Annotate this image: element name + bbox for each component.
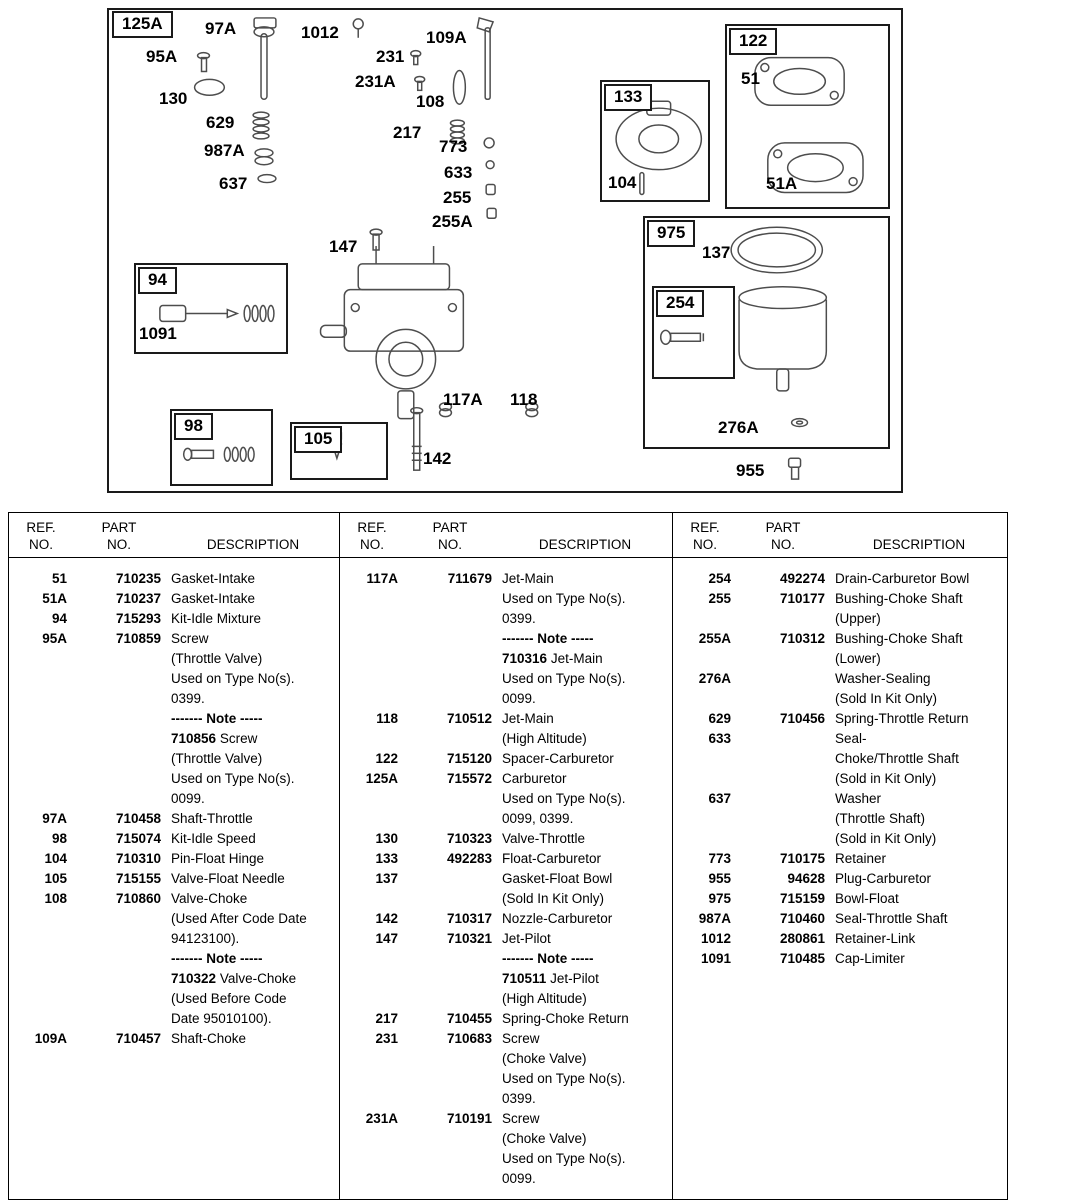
description <box>835 589 1005 629</box>
part-no: 710455 <box>446 1011 492 1026</box>
description-line: Jet-Pilot <box>502 931 551 946</box>
table-row-105 <box>15 869 337 889</box>
part-no: 710860 <box>115 891 161 906</box>
part-no: 710177 <box>779 591 825 606</box>
callout-118: 118 <box>510 390 538 409</box>
ref-no: 955 <box>708 871 731 886</box>
callout-955: 955 <box>736 461 765 480</box>
table-header <box>9 513 339 558</box>
table-row-637 <box>679 789 1005 849</box>
description <box>835 669 1005 709</box>
part-no: 710323 <box>446 831 492 846</box>
description-line: 0399. <box>502 1091 536 1106</box>
part-no: 715293 <box>115 611 161 626</box>
description-header: DESCRIPTION <box>538 537 632 552</box>
callout-98: 98 <box>174 413 213 440</box>
ref-no: 125A <box>365 771 398 786</box>
description-line: 710316 Jet-Main <box>502 651 603 666</box>
table-column-2 <box>339 513 672 1199</box>
table-row-51A <box>15 589 337 609</box>
table-row-122 <box>346 749 670 769</box>
description-line: Gasket-Intake <box>171 591 256 606</box>
table-header <box>340 513 672 558</box>
part-no: 710458 <box>115 811 161 826</box>
part-no: 715155 <box>115 871 161 886</box>
part-no: 492274 <box>779 571 825 586</box>
description-line: Spring-Throttle Return <box>835 711 969 726</box>
ref-no: 633 <box>708 731 731 746</box>
table-row-125A <box>346 769 670 829</box>
description-line: (Choke Valve) <box>502 1051 587 1066</box>
description-line: Carburetor <box>502 771 567 786</box>
part-no: 710460 <box>779 911 825 926</box>
part-header: PART NO. <box>101 520 137 552</box>
description-line: Plug-Carburetor <box>835 871 932 886</box>
description-line: Valve-Throttle <box>502 831 586 846</box>
part-no: 94628 <box>787 871 825 886</box>
ref-no: 117A <box>366 571 398 586</box>
ref-no: 137 <box>375 871 398 886</box>
ref-header: REF. NO. <box>357 520 387 552</box>
description-line: Choke/Throttle Shaft <box>835 751 959 766</box>
ref-no: 130 <box>375 831 398 846</box>
description-line: Bushing-Choke Shaft <box>835 631 963 646</box>
part-no: 715120 <box>446 751 492 766</box>
description-line: (Throttle Valve) <box>171 751 263 766</box>
table-row-95A <box>15 629 337 809</box>
table-column-3 <box>672 513 1007 1199</box>
part-no: 710317 <box>446 911 492 926</box>
description-line: Used on Type No(s). <box>502 591 626 606</box>
ref-no: 254 <box>708 571 731 586</box>
callout-97A: 97A <box>205 19 237 38</box>
callout-94: 94 <box>138 267 177 294</box>
description-line: Bushing-Choke Shaft <box>835 591 963 606</box>
callout-231: 231 <box>376 47 405 66</box>
description-line: (Throttle Shaft) <box>835 811 926 826</box>
table-row-773 <box>679 849 1005 869</box>
description <box>502 829 670 849</box>
callout-104: 104 <box>608 173 637 192</box>
description-line: Shaft-Throttle <box>171 811 253 826</box>
description-line: Spring-Choke Return <box>502 1011 629 1026</box>
table-row-142 <box>346 909 670 929</box>
description-line: Used on Type No(s). <box>502 1151 626 1166</box>
table-row-117A <box>346 569 670 709</box>
description-line: (Throttle Valve) <box>171 651 263 666</box>
ref-no: 122 <box>375 751 398 766</box>
part-no: 710456 <box>779 711 825 726</box>
part-no: 711679 <box>447 571 492 586</box>
description-line: Kit-Idle Speed <box>171 831 256 846</box>
callout-117A: 117A <box>443 390 483 409</box>
callout-1091: 1091 <box>139 324 177 343</box>
table-row-955 <box>679 869 1005 889</box>
table-row-118 <box>346 709 670 749</box>
callout-109A: 109A <box>426 28 467 47</box>
ref-no: 637 <box>708 791 731 806</box>
table-rows <box>9 558 339 1049</box>
description-line: 0099. <box>171 791 205 806</box>
callout-125A: 125A <box>112 11 173 38</box>
description-line: Seal-Throttle Shaft <box>835 911 948 926</box>
description <box>835 849 1005 869</box>
ref-no: 98 <box>51 831 67 846</box>
description-line: (Sold in Kit Only) <box>835 831 937 846</box>
ref-no: 133 <box>375 851 398 866</box>
description-line: 0399. <box>171 691 205 706</box>
description <box>835 629 1005 669</box>
description <box>502 749 670 769</box>
description-line: ------- Note ----- <box>502 631 594 646</box>
callout-95A: 95A <box>146 47 178 66</box>
description-line: (Sold in Kit Only) <box>835 771 937 786</box>
callout-773: 773 <box>439 137 468 156</box>
ref-no: 276A <box>698 671 731 686</box>
description <box>171 829 337 849</box>
description-line: (Lower) <box>835 651 881 666</box>
ref-no: 1012 <box>700 931 731 946</box>
description-line: Pin-Float Hinge <box>171 851 265 866</box>
description-line: Gasket-Float Bowl <box>502 871 613 886</box>
description <box>502 1029 670 1109</box>
callout-142: 142 <box>423 449 452 468</box>
description-line: Float-Carburetor <box>502 851 602 866</box>
description-line: Seal- <box>835 731 867 746</box>
description <box>502 849 670 869</box>
part-no: 715572 <box>446 771 492 786</box>
description-line: Kit-Idle Mixture <box>171 611 262 626</box>
part-no: 715159 <box>779 891 825 906</box>
description-line: Valve-Float Needle <box>171 871 285 886</box>
description <box>171 1029 337 1049</box>
description-line: (Sold In Kit Only) <box>835 691 938 706</box>
part-no: 710485 <box>779 951 825 966</box>
table-row-255A <box>679 629 1005 669</box>
table-row-276A <box>679 669 1005 709</box>
part-no <box>408 869 492 909</box>
description <box>502 569 670 709</box>
description-line: ------- Note ----- <box>502 951 594 966</box>
ref-no: 51A <box>42 591 67 606</box>
ref-no: 95A <box>42 631 67 646</box>
description-line: Date 95010100). <box>171 1011 272 1026</box>
part-no: 280861 <box>779 931 825 946</box>
description-line: (High Altitude) <box>502 991 587 1006</box>
callout-231A: 231A <box>355 72 396 91</box>
part-no: 710175 <box>779 851 825 866</box>
choke-shaft-drawing <box>353 18 496 250</box>
part-no: 710310 <box>115 851 161 866</box>
ref-no: 1091 <box>700 951 731 966</box>
description-line: 710322 Valve-Choke <box>171 971 297 986</box>
callout-137: 137 <box>702 243 731 262</box>
description <box>171 629 337 809</box>
part-no: 710312 <box>779 631 825 646</box>
table-row-1012 <box>679 929 1005 949</box>
table-row-98 <box>15 829 337 849</box>
table-row-147 <box>346 929 670 1009</box>
part-no: 710512 <box>446 711 492 726</box>
description-line: Nozzle-Carburetor <box>502 911 613 926</box>
table-column-1 <box>9 513 339 1199</box>
ref-no: 51 <box>51 571 67 586</box>
description-line: Gasket-Intake <box>171 571 256 586</box>
description-line: Cap-Limiter <box>835 951 905 966</box>
description-line: Spacer-Carburetor <box>502 751 614 766</box>
part-no: 710237 <box>115 591 161 606</box>
description-line: Used on Type No(s). <box>502 1071 626 1086</box>
description <box>502 1109 670 1189</box>
callout-217: 217 <box>393 123 422 142</box>
description-line: Washer-Sealing <box>835 671 931 686</box>
description-line: 710511 Jet-Pilot <box>502 971 599 986</box>
description <box>835 709 1005 729</box>
description-line: Drain-Carburetor Bowl <box>835 571 970 586</box>
table-row-1091 <box>679 949 1005 969</box>
part-no: 710191 <box>446 1111 492 1126</box>
table-row-987A <box>679 909 1005 929</box>
table-row-94 <box>15 609 337 629</box>
table-header <box>673 513 1007 558</box>
part-no <box>741 789 825 849</box>
callout-1012: 1012 <box>301 23 339 42</box>
description-line: (Used Before Code <box>171 991 287 1006</box>
callout-975: 975 <box>647 220 695 247</box>
ref-no: 105 <box>44 871 67 886</box>
callout-122: 122 <box>729 28 777 55</box>
description-line: Shaft-Choke <box>171 1031 247 1046</box>
description <box>171 569 337 589</box>
table-row-104 <box>15 849 337 869</box>
description-line: ------- Note ----- <box>171 951 263 966</box>
ref-no: 255 <box>708 591 731 606</box>
description-line: Jet-Main <box>502 571 554 586</box>
ref-no: 104 <box>44 851 67 866</box>
description <box>171 589 337 609</box>
description-header: DESCRIPTION <box>872 537 966 552</box>
description-line: Screw <box>502 1031 540 1046</box>
ref-no: 147 <box>375 931 398 946</box>
parts-diagram <box>107 8 903 493</box>
callout-629: 629 <box>206 113 235 132</box>
description <box>171 869 337 889</box>
part-no: 710321 <box>446 931 492 946</box>
part-no: 710683 <box>446 1031 492 1046</box>
description <box>835 909 1005 929</box>
ref-no: 108 <box>44 891 67 906</box>
callout-633: 633 <box>444 163 473 182</box>
description <box>502 769 670 829</box>
table-row-137 <box>346 869 670 909</box>
description-line: Washer <box>835 791 882 806</box>
description-line: Used on Type No(s). <box>502 671 626 686</box>
description <box>835 929 1005 949</box>
description-line: 710856 Screw <box>171 731 258 746</box>
part-no: 710235 <box>115 571 161 586</box>
callout-130: 130 <box>159 89 188 108</box>
parts-table <box>8 512 1008 1200</box>
part-header: PART NO. <box>432 520 468 552</box>
description-line: Jet-Main <box>502 711 554 726</box>
description-line: (Sold In Kit Only) <box>502 891 605 906</box>
callout-255: 255 <box>443 188 472 207</box>
part-no: 710457 <box>115 1031 161 1046</box>
description <box>502 909 670 929</box>
table-row-51 <box>15 569 337 589</box>
ref-no: 773 <box>708 851 731 866</box>
description-line: 0399. <box>502 611 536 626</box>
callout-276A: 276A <box>718 418 759 437</box>
table-row-231A <box>346 1109 670 1189</box>
carburetor-body-drawing <box>321 246 464 419</box>
ref-no: 987A <box>698 911 731 926</box>
description-line: (High Altitude) <box>502 731 587 746</box>
ref-no: 255A <box>698 631 731 646</box>
part-no: 710859 <box>115 631 161 646</box>
description <box>835 729 1005 789</box>
description <box>835 869 1005 889</box>
callout-51: 51 <box>741 69 760 88</box>
description <box>835 949 1005 969</box>
description-line: Used on Type No(s). <box>171 671 295 686</box>
description-line: Screw <box>171 631 209 646</box>
ref-header: REF. NO. <box>690 520 720 552</box>
part-no: 715074 <box>115 831 161 846</box>
ref-no: 94 <box>51 611 67 626</box>
table-row-254 <box>679 569 1005 589</box>
callout-51A: 51A <box>766 174 798 193</box>
ref-no: 975 <box>708 891 731 906</box>
description <box>502 709 670 749</box>
description <box>835 889 1005 909</box>
ref-no: 217 <box>375 1011 398 1026</box>
table-row-97A <box>15 809 337 829</box>
description <box>171 849 337 869</box>
table-row-633 <box>679 729 1005 789</box>
callout-254: 254 <box>656 290 704 317</box>
table-row-629 <box>679 709 1005 729</box>
ref-no: 231A <box>365 1111 398 1126</box>
description-line: (Used After Code Date <box>171 911 307 926</box>
table-row-231 <box>346 1029 670 1109</box>
description-line: (Choke Valve) <box>502 1131 587 1146</box>
ref-no: 231 <box>375 1031 398 1046</box>
description-header: DESCRIPTION <box>206 537 300 552</box>
description <box>502 869 670 909</box>
description-line: 0099. <box>502 1171 536 1186</box>
description <box>502 1009 670 1029</box>
description <box>171 809 337 829</box>
description-line: Screw <box>502 1111 540 1126</box>
table-row-130 <box>346 829 670 849</box>
ref-no: 118 <box>376 711 398 726</box>
description-line: Used on Type No(s). <box>171 771 295 786</box>
ref-no: 109A <box>34 1031 67 1046</box>
table-row-108 <box>15 889 337 1029</box>
callout-147: 147 <box>329 237 358 256</box>
description-line: (Upper) <box>835 611 881 626</box>
callout-987A: 987A <box>204 141 245 160</box>
description <box>502 929 670 1009</box>
callout-108: 108 <box>416 92 445 111</box>
callout-133: 133 <box>604 84 652 111</box>
description <box>835 569 1005 589</box>
ref-no: 629 <box>708 711 731 726</box>
description-line: Valve-Choke <box>171 891 248 906</box>
part-no <box>741 669 825 709</box>
description <box>171 609 337 629</box>
description-line: Used on Type No(s). <box>502 791 626 806</box>
description-line: Retainer <box>835 851 887 866</box>
callout-105: 105 <box>294 426 342 453</box>
ref-header: REF. NO. <box>26 520 56 552</box>
table-rows <box>673 558 1007 969</box>
ref-no: 97A <box>42 811 67 826</box>
part-header: PART NO. <box>765 520 801 552</box>
description <box>171 889 337 1029</box>
table-row-217 <box>346 1009 670 1029</box>
part-no: 492283 <box>446 851 492 866</box>
table-row-975 <box>679 889 1005 909</box>
table-rows <box>340 558 672 1189</box>
callout-637: 637 <box>219 174 248 193</box>
callout-255A: 255A <box>432 212 473 231</box>
table-row-109A <box>15 1029 337 1049</box>
description-line: 94123100). <box>171 931 240 946</box>
ref-no: 142 <box>375 911 398 926</box>
table-row-133 <box>346 849 670 869</box>
description-line: 0099. <box>502 691 536 706</box>
description <box>835 789 1005 849</box>
description-line: ------- Note ----- <box>171 711 263 726</box>
table-row-255 <box>679 589 1005 629</box>
description-line: 0099, 0399. <box>502 811 574 826</box>
part-no <box>741 729 825 789</box>
description-line: Retainer-Link <box>835 931 916 946</box>
description-line: Bowl-Float <box>835 891 899 906</box>
